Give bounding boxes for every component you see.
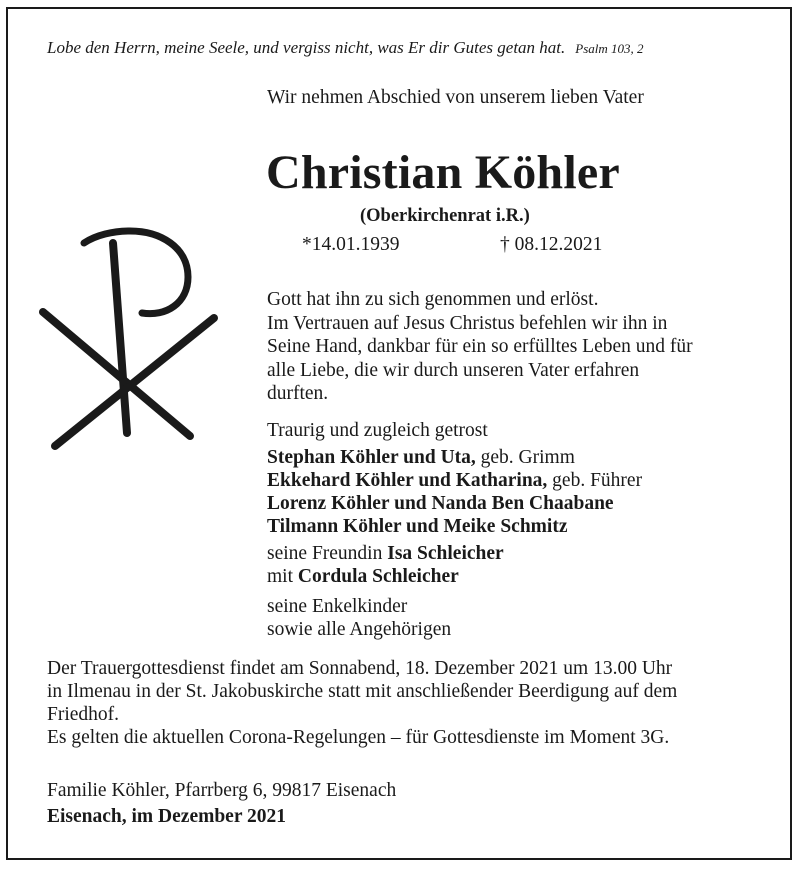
family-member: Ekkehard Köhler und Katharina, geb. Führer <box>267 470 643 491</box>
family-member: Tilmann Köhler und Meike Schmitz <box>267 516 568 537</box>
service-line: in Ilmenau in der St. Jakobuskirche statt mit anschließender Beerdigung auf dem <box>47 681 678 702</box>
family-list <box>267 446 642 538</box>
verse-block <box>267 288 747 406</box>
friend-list <box>267 542 504 588</box>
family-member: Stephan Köhler und Uta, geb. Grimm <box>267 447 575 468</box>
chi-rho-icon <box>38 225 223 455</box>
mourning-line: Traurig und zugleich getrost <box>267 420 488 441</box>
service-line: Der Trauergottesdienst findet am Sonnabend, 18. Dezember 2021 um 13.00 Uhr <box>47 658 673 679</box>
verse-line: Gott hat ihn zu sich genommen und erlöst. <box>267 289 599 310</box>
relatives-line: sowie alle Angehörigen <box>267 619 452 640</box>
psalm-reference: Psalm 103, 2 <box>575 41 644 56</box>
relatives-line: seine Enkelkinder <box>267 596 408 617</box>
service-line: Friedhof. <box>47 704 120 725</box>
deceased-title: (Oberkirchenrat i.R.) <box>360 206 530 226</box>
family-member: Lorenz Köhler und Nanda Ben Chaabane <box>267 493 614 514</box>
place-date: Eisenach, im Dezember 2021 <box>47 806 287 827</box>
psalm-text: Lobe den Herrn, meine Seele, und vergiss nicht, was Er dir Gutes getan hat. <box>47 38 566 57</box>
death-date: † 08.12.2021 <box>500 234 603 255</box>
psalm-verse <box>47 38 644 58</box>
farewell-intro: Wir nehmen Abschied von unserem lieben Vater <box>267 87 644 108</box>
service-line: Es gelten die aktuellen Corona-Regelungen – für Gottesdienste im Moment 3G. <box>47 727 670 748</box>
service-info <box>47 657 677 749</box>
birth-date: *14.01.1939 <box>302 234 400 255</box>
deceased-name: Christian Köhler <box>266 146 620 199</box>
grandchildren-list <box>267 595 451 641</box>
family-address: Familie Köhler, Pfarrberg 6, 99817 Eisenach <box>47 780 397 801</box>
address-block <box>47 778 396 830</box>
verse-line: alle Liebe, die wir durch unseren Vater erfahren <box>267 359 640 381</box>
friend-line: mit Cordula Schleicher <box>267 566 459 587</box>
friend-line: seine Freundin Isa Schleicher <box>267 543 504 564</box>
verse-line: durften. <box>267 383 329 404</box>
verse-line: Seine Hand, dankbar für ein so erfülltes Leben und für <box>267 336 693 357</box>
verse-line: Im Vertrauen auf Jesus Christus befehlen wir ihn in <box>267 312 668 334</box>
